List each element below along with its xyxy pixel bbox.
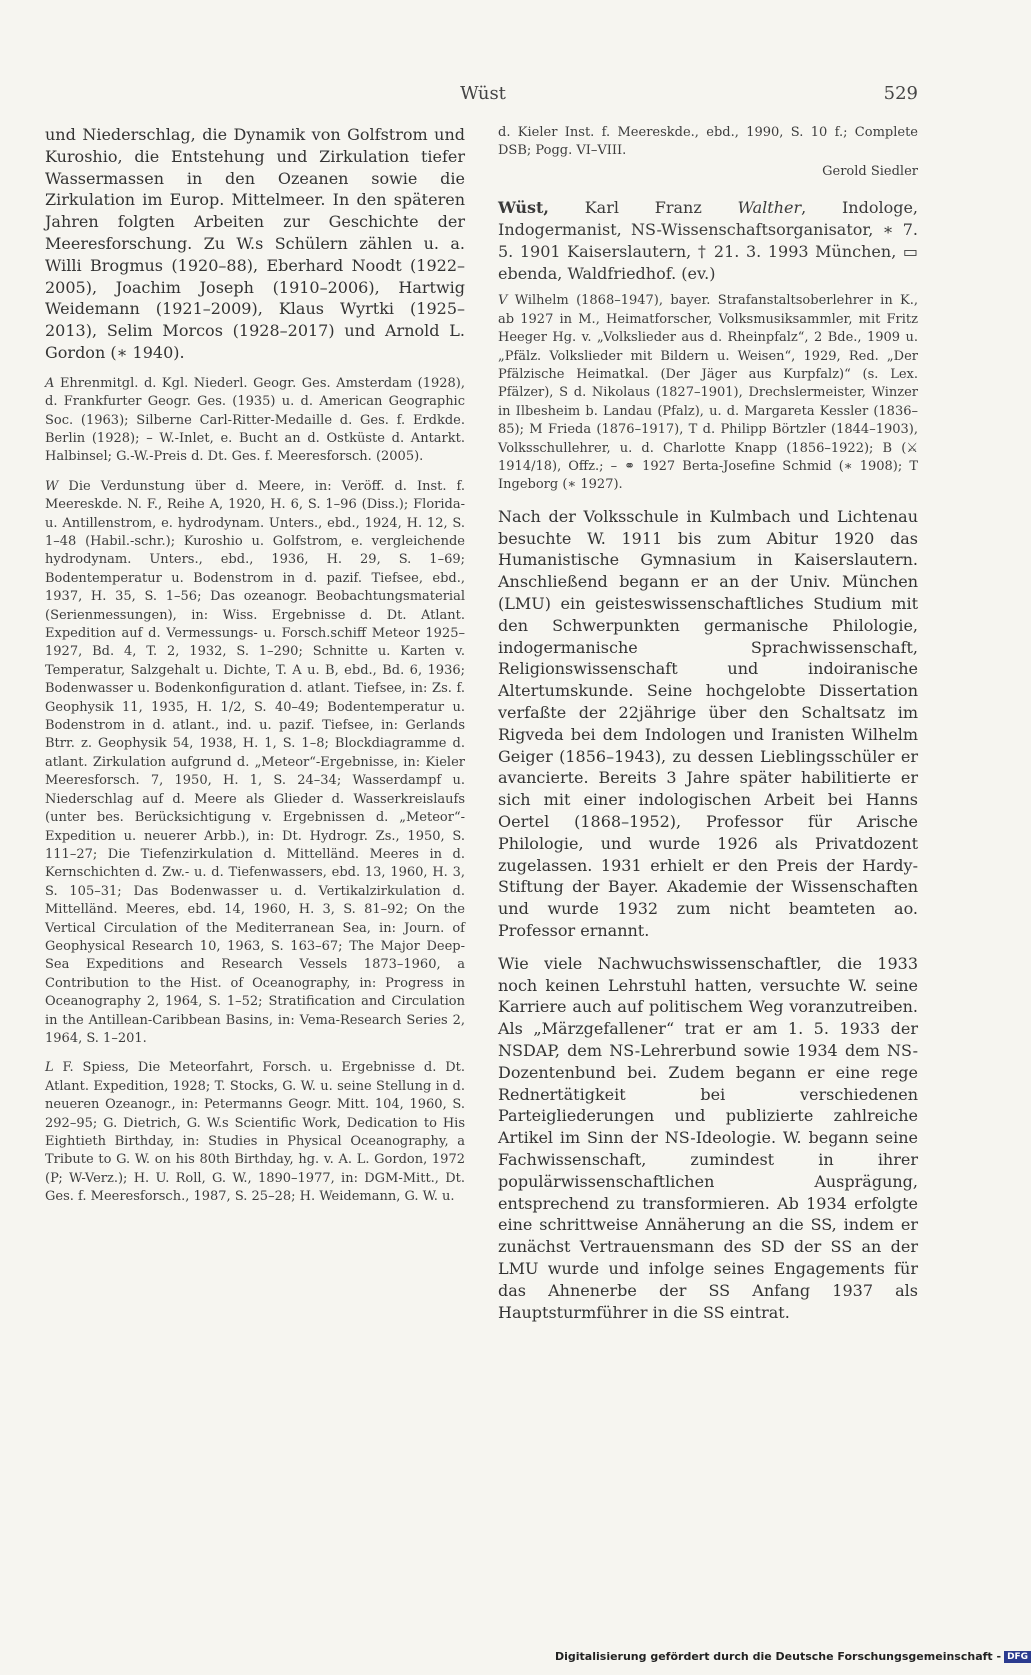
works-text: Die Verdunstung über d. Meere, in: Veröff. d. Inst. f. Meereskde. N. F., Reihe A, 1920, H. 6, S. 1–96 (Diss.); Florida- u. Antillenstrom, e. hydrodynam. Unters., ebd., 1924, H. 12, S. 1–48 (Habil.-schr.); Kuroshio u. Golfstrom, e. vergleichende hydrodynam. Unters., ebd., 1936, H. 29, S. 1–69; Bodentemperatur u. Bodenstrom in d. pazif. Tiefsee, ebd., 1937, H. 35, S. 1–56; Das ozeanogr. Beobachtungsmaterial (Serienmessungen), in: Wiss. Ergebnisse d. Dt. Atlant. Expedition auf d. Vermessungs- u. Forsch.schiff Meteor 1925–1927, Bd. 4, T. 2, 1932, S. 1–290; Schnitte u. Karten v. Temperatur, Salzgehalt u. Dichte, T. A u. B, ebd., Bd. 6, 1936; Bodenwasser u. Bodenkonfiguration d. atlant. Tiefsee, in: Zs. f. Geophysik 11, 1935, H. 1/2, S. 40–49; Bodentemperatur u. Bodenstrom in d. atlant., ind. u. pazif. Tiefsee, in: Gerlands Btrr. z. Geophysik 54, 1938, H. 1, S. 1–8; Blockdiagramme d. atlant. Zirkulation aufgrund d. „Meteor“-Ergebnisse, in: Kieler Meeresforsch. 7, 1950, H. 1, S. 24–34; Wasserdampf u. Niederschlag auf d. Meere als Glieder d. Wasserkreislaufs (unter bes. Berücksichtigung v. Ergebnissen d. „Meteor“-Expedition u. neuerer Arbb.), in: Dt. Hydrogr. Zs., 1950, S. 111–27; Die Tiefenzirkulation d. Mittelländ. Meeres in d. Kernschichten d. Zw.- u. d. Tiefenwassers, ebd. 13, 1960, H. 3, S. 105–31; Das Bodenwasser u. d. Vertikalzirkulation d. Mittelländ. Meeres, ebd. 14, 1960, H. 3, S. 81–92; On the Vertical Circulation of the Mediterranean Sea, in: Journ. of Geophysical Research 10, 1963, S. 163–67; The Major Deep-Sea Expeditions and Research Vessels 1873–1960, a Contribution to the Hist. of Oceanography, in: Progress in Oceanography 2, 1964, S. 1–52; Stratification and Circulation in the Antillean-Caribbean Basins, in: Vema-Research Series 2, 1964, S. 1–201. xyxy=(45,478,465,1046)
right-column xyxy=(498,124,918,1334)
awards-mark: A xyxy=(45,375,55,391)
genealogy-text: Wilhelm (1868–1947), bayer. Strafanstaltsoberlehrer in K., ab 1927 in M., Heimatforscher, Volksmusiksammler, mit Fritz Heeger Hg. v. „Volkslieder aus d. Rheinpfalz“, 2 Bde., 1909 u. „Pfälz. Volkslieder mit Bildern u. Weisen“, 1929, Red. „Der Pfälzische Heimatkal. (Der Jäger aus Kurpfalz)“ (s. Lex. Pfälzer), S d. Nikolaus (1827–1901), Drechslermeister, Winzer in Ilbesheim b. Landau (Pfalz), u. d. Margareta Kessler (1836–85); M Frieda (1876–1917), T d. Philipp Börtzler (1844–1903), Volksschullehrer, u. d. Charlotte Knapp (1856–1922); B (⚔ 1914/18), Offz.; – ⚭ 1927 Berta-Josefine Schmid (∗ 1908); T Ingeborg (∗ 1927). xyxy=(498,293,918,493)
dfg-logo: DFG xyxy=(1004,1651,1031,1663)
works-section xyxy=(45,478,465,1049)
footer-text: Digitalisierung gefördert durch die Deutsche Forschungsgemeinschaft - xyxy=(555,1650,1002,1663)
entry-details: , Indologe, Indogermanist, NS-Wissenschaftsorganisator, ∗ 7. 5. 1901 Kaiserslautern, † 21. 3. 1993 München, ▭ ebenda, Waldfriedhof. (ev.) xyxy=(498,198,919,283)
literature-section xyxy=(45,1059,465,1206)
biography-continuation: und Niederschlag, die Dynamik von Golfstrom und Kuroshio, die Entstehung und Zirkulation tiefer Wassermassen in den Ozeanen sowie die Zirkulation im Europ. Mittelmeer. In den späteren Jahren folgten Arbeiten zur Geschichte der Meeresforschung. Zu W.s Schülern zählen u. a. Willi Brogmus (1920–88), Eberhard Noodt (1922–2005), Joachim Joseph (1910–2006), Hartwig Weidemann (1921–2009), Klaus Wyrtki (1925–2013), Selim Morcos (1928–2017) und Arnold L. Gordon (∗ 1940). xyxy=(45,125,465,362)
entry-heading xyxy=(498,197,918,284)
awards-text: Ehrenmitgl. d. Kgl. Niederl. Geogr. Ges. Amsterdam (1928), d. Frankfurter Geogr. Ges. (1935) u. d. American Geographic Soc. (1963); Silberne Carl-Ritter-Medaille d. Ges. f. Erdkde. Berlin (1928); – W.-Inlet, e. Bucht an d. Ostküste d. Antarkt. Halbinsel; G.-W.-Preis d. Dt. Ges. f. Meeresforsch. (2005). xyxy=(45,375,465,465)
author-signature: Gerold Siedler xyxy=(822,163,918,179)
genealogy-section xyxy=(498,292,918,494)
page-header-title: Wüst xyxy=(460,83,506,104)
literature-text: F. Spiess, Die Meteorfahrt, Forsch. u. Ergebnisse d. Dt. Atlant. Expedition, 1928; T. Stocks, G. W. u. seine Stellung in d. neueren Ozeanogr., in: Petermanns Geogr. Mitt. 104, 1960, S. 292–95; G. Dietrich, G. W.s Scientific Work, Dedication to His Eightieth Birthday, in: Studies in Physical Oceanography, a Tribute to G. W. on his 80th Birthday, hg. v. A. L. Gordon, 1972 (P; W-Verz.); H. U. Roll, G. W., 1890–1977, in: DGM-Mitt., Dt. Ges. f. Meeresforsch., 1987, S. 25–28; H. Weidemann, G. W. u. xyxy=(45,1060,465,1205)
works-mark: W xyxy=(45,478,59,494)
literature-mark: L xyxy=(45,1060,54,1076)
page-number: 529 xyxy=(883,83,918,104)
biography-paragraph-1: Nach der Volksschule in Kulmbach und Lichtenau besuchte W. 1911 bis zum Abitur 1920 das Humanistische Gymnasium in Kaiserslautern. Anschließend begann er an der Univ. München (LMU) ein geisteswissenschaftliches Studium mit den Schwerpunkten germanische Philologie, indogermanische Sprachwissenschaft, Religionswissenschaft und indoiranische Altertumskunde. Seine hochgelobte Dissertation verfaßte der 22jährige über den Schaltsatz im Rigveda bei dem Indologen und Iranisten Wilhelm Geiger (1856–1943), zu dessen Lieblingsschüler er avancierte. Bereits 3 Jahre später habilitierte er sich mit einer indologischen Arbeit bei Hanns Oertel (1868–1952), Professor für Arische Philologie, und wurde 1926 als Privatdozent zugelassen. 1931 erhielt er den Preis der Hardy-Stiftung der Bayer. Akademie der Wissenschaften und wurde 1932 zum nicht beamteten ao. Professor ernannt. xyxy=(498,506,918,941)
genealogy-mark: V xyxy=(498,293,508,309)
left-column xyxy=(45,124,465,1218)
entry-name: Wüst, xyxy=(498,198,549,218)
entry-given-names: Karl Franz xyxy=(584,198,702,218)
digitization-footer xyxy=(555,1650,1029,1663)
entry-rufname: Walther xyxy=(737,198,802,218)
awards-section xyxy=(45,375,465,467)
biography-paragraph-2: Wie viele Nachwuchswissenschaftler, die 1933 noch keinen Lehrstuhl hatten, versuchte W. seine Karriere auch auf politischem Weg voranzutreiben. Als „Märzgefallener“ trat er am 1. 5. 1933 der NSDAP, dem NS-Lehrerbund sowie 1934 dem NS-Dozentenbund bei. Zudem begann er eine rege Rednertätigkeit bei verschiedenen Parteigliederungen und publizierte zahlreiche Artikel im Sinn der NS-Ideologie. W. begann seine Fachwissenschaft, zumindest in ihrer populärwissenschaftlichen Ausprägung, entsprechend zu transformieren. Ab 1934 erfolgte eine schrittweise Annäherung an die SS, indem er zunächst Vertrauensmann des SD der SS an der LMU wurde und infolge seines Engagements für das Ahnenerbe der SS Anfang 1937 als Hauptsturmführer in die SS eintrat. xyxy=(498,953,918,1322)
literature-continuation: d. Kieler Inst. f. Meereskde., ebd., 1990, S. 10 f.; Complete DSB; Pogg. VI–VIII. xyxy=(498,125,918,159)
